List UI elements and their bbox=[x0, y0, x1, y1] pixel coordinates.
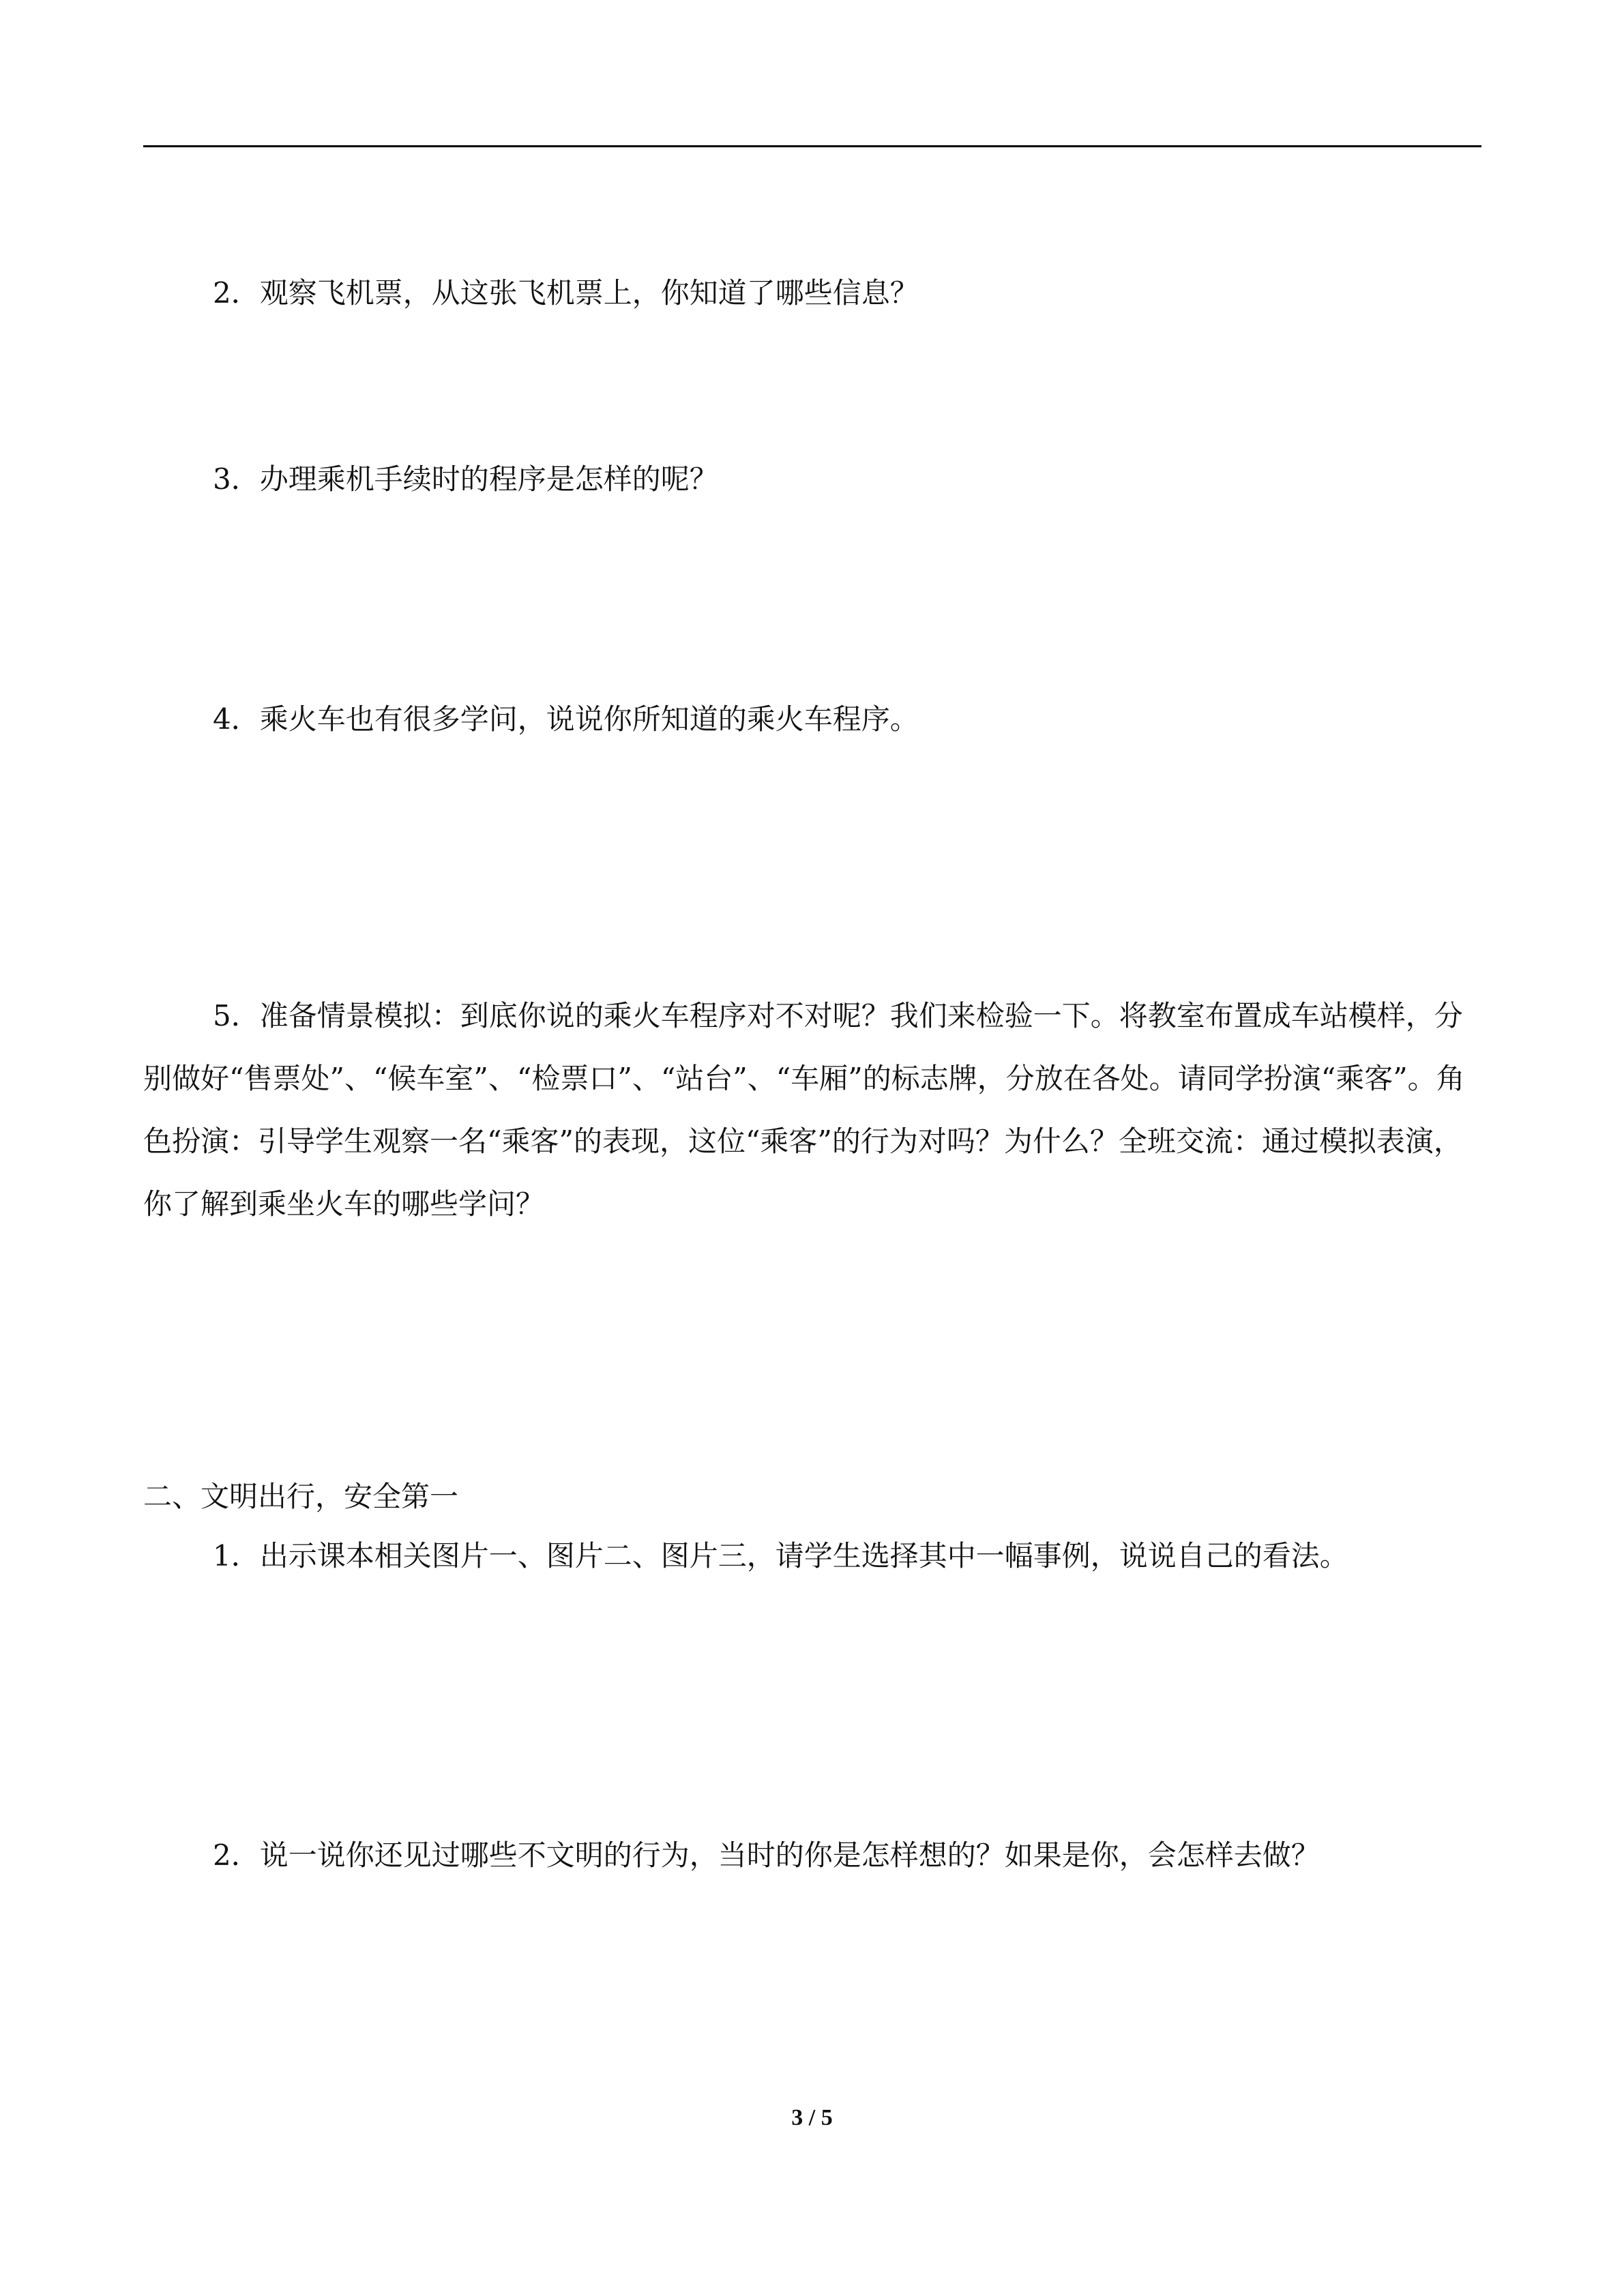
header-rule bbox=[143, 145, 1481, 147]
section-2-heading: 二、文明出行，安全第一 bbox=[143, 1480, 459, 1513]
question-3: 3．办理乘机手续时的程序是怎样的呢？ bbox=[213, 462, 718, 496]
question-5: 5．准备情景模拟：到底你说的乘火车程序对不对呢？我们来检验一下。将教室布置成车站模样，分别做好“售票处”、“候车室”、“检票口”、“站台”、“车厢”的标志牌，分放在各处。请同学扮演“乘客”。角色扮演：引导学生观察一名“乘客”的表现，这位“乘客”的行为对吗？为什么？全班交流：通过模拟表演，你了解到乘坐火车的哪些学问？ bbox=[143, 999, 1465, 1221]
page-number: 3 / 5 bbox=[791, 2105, 833, 2130]
section-2-question-2: 2．说一说你还见过哪些不文明的行为，当时的你是怎样想的？如果是你，会怎样去做？ bbox=[213, 1838, 1320, 1872]
section-2-question-1: 1．出示课本相关图片一、图片二、图片三，请学生选择其中一幅事例，说说自己的看法。 bbox=[213, 1539, 1348, 1572]
question-2: 2．观察飞机票，从这张飞机票上，你知道了哪些信息？ bbox=[213, 276, 919, 310]
question-4: 4．乘火车也有很多学问，说说你所知道的乘火车程序。 bbox=[213, 702, 919, 736]
